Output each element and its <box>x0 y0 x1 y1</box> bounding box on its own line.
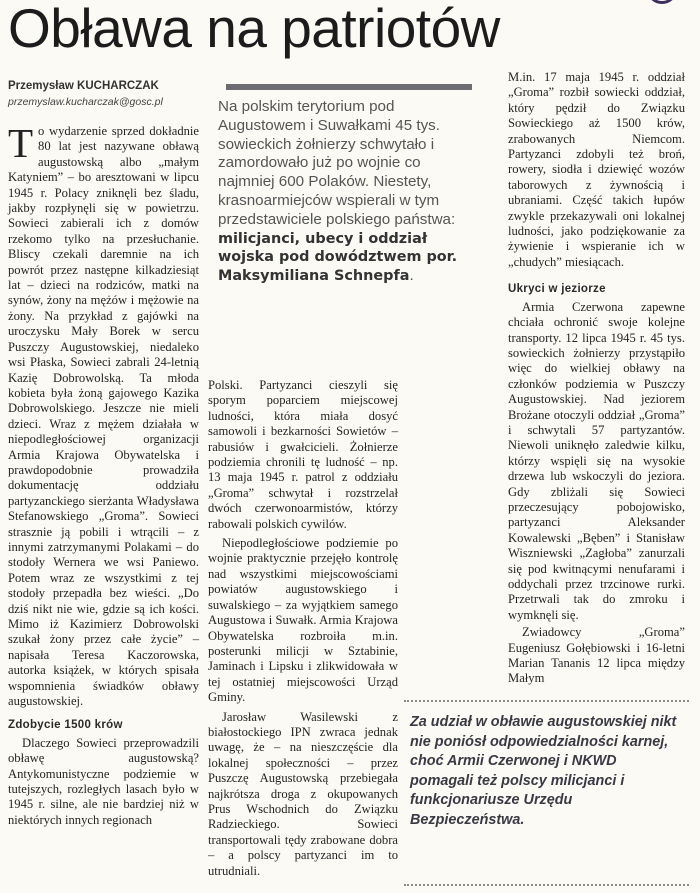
paragraph: To wydarzenie sprzed dokładnie 80 lat jest nazywane obławą augustowską albo „małym Katyniem” – bo aresztowani w lipcu 1945 r. Polacy zniknęli bez śladu, jakby rozpłynęli się w powietrzu. Sowieci zabierali ich z domów rzekomo tylko na przesłuchanie. Bliscy czekali daremnie na ich powrót przez następne kilkadziesiąt lat – dzieci na rodziców, matki na synów, żony na mężów i mężowie na żony. Na przykład z gajówki na uroczysku Mały Borek w sercu Puszczy Augustowskiej, niedaleko wsi Płaska, Sowieci zabrali 24-letnią Kazię Dobrowolską. Ta młoda kobieta była żoną gajowego Kazika Dobrowolskiego. Jeszcze nie mieli dzieci. Wraz z mężem działała w niepodległościowej organizacji Armia Krajowa Obywatelska i prawdopodobnie prowadziła dokumentację oddziału partyzanckiego sierżanta Władysława Stefanowskiego „Groma”. Sowieci strasznie ją pobili i wtrącili – z innymi zatrzymanymi Polakami – do stodoły Wernera we wsi Paniewo. Potem wraz ze wszystkimi z tej stodoły przepadła bez wieści. „Do dziś nikt nie wie, gdzie są ich kości. Mimo iż Kazimierz Dobrowolski szukał żony przez całe życie” – napisała Teresa Kaczorowska, autorka książek, w których spisała wspomnienia świadków obławy augustowskiej. <box>8 120 199 709</box>
pull-quote-text: Na polskim terytorium pod Augustowem i Suwałkami 45 tys. sowieckich żołnierzy schwytało i zamordowało już po wojnie co najmniej 600 Polaków. Niestety, krasnoarmiejców wspierali w tym przedstawiciele polskiego państwa: <box>218 98 456 228</box>
column-2 <box>208 378 398 879</box>
highlight-quote: Za udział w obławie augustowskiej nikt nie poniósł odpowiedzialności karnej, choć Armii Czerwonej i NKWD pomagali też polscy milicjanci i funkcjonariusze Urzędu Bezpieczeństwa. <box>410 714 677 828</box>
paragraph: Zwiadowcy „Groma” Eugeniusz Gołębiowski i 16-letni Marian Tananis 12 lipca między Małym <box>508 625 685 686</box>
paragraph: Dlaczego Sowieci przeprowadzili obławę augustowską? Antykomunistyczne podziemie w tutejszych, rozległych lasach było w 1945 r. silne, ale nie bardziej niż w niektórych innych regionach <box>8 735 199 827</box>
author-name: Przemysław KUCHARCZAK <box>8 80 159 92</box>
paragraph: M.in. 17 maja 1945 r. oddział „Groma” rozbił sowiecki oddział, który pędził do Związku Sowieckiego aż 1500 krów, zrabowanych Niemcom. Partyzanci zdobyli też broń, rowery, siodła i dziewięć wozów taborowych z żywnością i ubraniami. Część takich łupów zwykle przekazywali oni lokalnej ludności, jako podziękowanie za żywienie i wspieranie ich w „chudych” miesiącach. <box>508 70 685 269</box>
column-1 <box>8 120 199 828</box>
pull-quote-bold: milicjanci, ubecy i oddział wojska pod dowództwem por. Maksymiliana Schnepfa <box>218 230 458 285</box>
paragraph: Armia Czerwona zapewne chciała ochronić swoje kolejne transporty. 12 lipca 1945 r. 45 tys. sowieckich żołnierzy przystąpiło więc do wielkiej obławy na członków podziemia w Puszczy Augustowskiej. Nad jeziorem Brożane otoczyli oddział „Groma” i schwytali 57 partyzantów. Niewoli uniknęło zaledwie kilku, którzy wspięli się na wysokie drzewa lub wskoczyli do jeziora. Gdy zbliżali się Sowieci przeczesujący pobojowisko, partyzanci Aleksander Kowalewski „Bęben” i Stanisław Wiszniewski „Zagłoba” zanurzali się pod kwitnącymi nenufarami i oddychali przez trzcinowe rurki. Przetrwali tak do zmroku i wymknęli się. <box>508 299 685 622</box>
paragraph: Niepodległościowe podziemie po wojnie praktycznie przejęło kontrolę nad wszystkimi miejscowościami powiatów augustowskiego i suwalskiego – za wyjątkiem samego Augustowa i Suwałk. Armia Krajowa Obywatelska rozbroiła m.in. posterunki milicji w Sztabinie, Jaminach i Lipsku i zlikwidowała w tej ostatniej miejscowości Urząd Gminy. <box>208 536 398 705</box>
drop-cap: T <box>8 120 34 166</box>
subheading-zdobycie: Zdobycie 1500 krów <box>8 719 123 732</box>
pull-quote-bar <box>226 84 472 90</box>
article-title: Obława na patriotów <box>8 0 500 59</box>
subheading-ukryci: Ukryci w jeziorze <box>508 283 606 296</box>
paragraph: Jarosław Wasilewski z białostockiego IPN zwraca jednak uwagę, że – na nieszczęście dla lokalnej społeczności – przez Puszczę Augustowską przebiegała najkrótsza droga z okupowanych Prus Wschodnich do Związku Radzieckiego. Sowieci transportowali tędy zrabowane dobra – a polscy partyzanci im to utrudniali. <box>208 709 398 878</box>
paragraph: Polski. Partyzanci cieszyli się sporym poparciem miejscowej ludności, która miała dosyć samowoli i bezkarności Sowietów – rabusiów i gwałcicieli. Żołnierze podziemia chronili tę ludność – np. 13 maja 1945 r. patrol z oddziału „Groma” schwytał i rozstrzelał dwóch czerwonoarmistów, którzy rabowali polskich cywilów. <box>208 378 398 531</box>
pull-quote-end: . <box>409 267 414 285</box>
decorative-arc <box>648 0 676 4</box>
author-email[interactable]: przemyslaw.kucharczak@gosc.pl <box>8 96 163 108</box>
pull-quote <box>218 98 468 286</box>
quote-bottom-rule <box>404 884 689 886</box>
quote-top-rule <box>404 700 689 702</box>
column-3 <box>508 70 685 687</box>
